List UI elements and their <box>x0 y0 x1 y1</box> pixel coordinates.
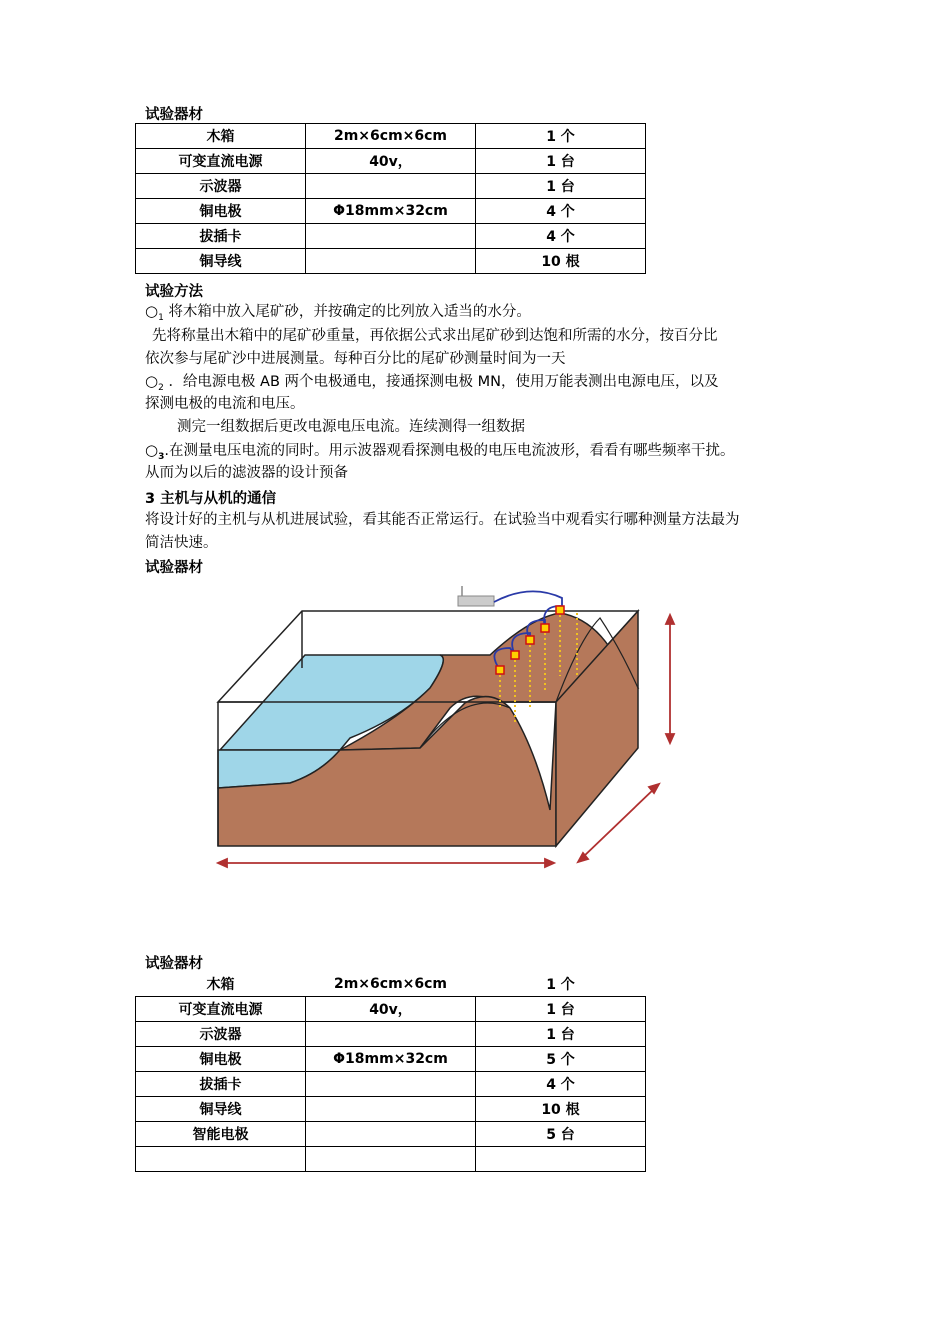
comm-text-2: 简洁快速。 <box>145 535 218 551</box>
equipment-table-2 <box>135 972 646 1172</box>
spec-cell <box>306 1147 476 1172</box>
item-cell: 铜导线 <box>136 249 306 274</box>
qty-cell: 10 根 <box>476 249 646 274</box>
tailings-box-diagram <box>200 578 700 878</box>
qty-cell: 1 台 <box>476 174 646 199</box>
equipment-table-1 <box>135 123 646 274</box>
qty-cell: 10 根 <box>476 1097 646 1122</box>
spec-cell <box>306 224 476 249</box>
step2-text-2: 探测电极的电流和电压。 <box>145 396 305 412</box>
step3-marker: ○ <box>145 441 159 459</box>
spec-cell <box>306 249 476 274</box>
spec-cell: 40v， <box>306 997 476 1022</box>
step1-detail-1: 先将称量出木箱中的尾矿砂重量，再依据公式求出尾矿砂到达饱和所需的水分，按百分比 <box>152 328 718 344</box>
table-row <box>136 249 646 274</box>
spec-cell: 2m×6cm×6cm <box>306 124 476 149</box>
spec-cell: 40v， <box>306 149 476 174</box>
spec-cell <box>306 1022 476 1047</box>
table-row <box>136 174 646 199</box>
qty-cell <box>476 1147 646 1172</box>
table-row <box>136 149 646 174</box>
item-cell: 木箱 <box>136 972 306 997</box>
step2-sub: 2 <box>158 382 164 393</box>
section2-heading: 试验器材 <box>145 956 203 972</box>
spec-cell <box>306 1072 476 1097</box>
section1-heading: 试验器材 <box>145 107 203 123</box>
table-row <box>136 1147 646 1172</box>
qty-cell: 4 个 <box>476 224 646 249</box>
item-cell: 示波器 <box>136 1022 306 1047</box>
step1-text: 将木箱中放入尾矿砂，并按确定的比列放入适当的水分。 <box>168 304 531 320</box>
step3-sub: 3 <box>158 451 165 462</box>
qty-cell: 1 个 <box>476 972 646 997</box>
item-cell: 可变直流电源 <box>136 149 306 174</box>
step2-marker: ○ <box>145 372 159 390</box>
item-cell: 铜电极 <box>136 199 306 224</box>
item-cell: 可变直流电源 <box>136 997 306 1022</box>
qty-cell: 1 个 <box>476 124 646 149</box>
step2-text-1: ．给电源电极 AB 两个电极通电，接通探测电极 MN，使用万能表测出电源电压，以及 <box>168 374 719 390</box>
qty-cell: 5 台 <box>476 1122 646 1147</box>
table-row <box>136 124 646 149</box>
table-row <box>136 972 646 997</box>
qty-cell: 4 个 <box>476 199 646 224</box>
item-cell: 木箱 <box>136 124 306 149</box>
table-row <box>136 1022 646 1047</box>
method-heading: 试验方法 <box>145 284 203 300</box>
item-cell: 铜电极 <box>136 1047 306 1072</box>
qty-cell: 5 个 <box>476 1047 646 1072</box>
qty-cell: 1 台 <box>476 149 646 174</box>
spec-cell <box>306 174 476 199</box>
table-row <box>136 997 646 1022</box>
item-cell: 铜导线 <box>136 1097 306 1122</box>
spec-cell: 2m×6cm×6cm <box>306 972 476 997</box>
item-cell: 拔插卡 <box>136 224 306 249</box>
item-cell <box>136 1147 306 1172</box>
step1-sub: 1 <box>158 312 164 323</box>
instrument-device <box>458 596 494 606</box>
spec-cell: Φ18mm×32cm <box>306 1047 476 1072</box>
comm-heading2: 试验器材 <box>145 560 203 576</box>
table-row <box>136 1072 646 1097</box>
step3-text-2: 从而为以后的滤波器的设计预备 <box>145 465 348 481</box>
comm-text-1: 将设计好的主机与从机进展试验，看其能否正常运行。在试验当中观看实行哪种测量方法最为 <box>145 512 740 528</box>
qty-cell: 1 台 <box>476 997 646 1022</box>
table-row <box>136 1097 646 1122</box>
qty-cell: 1 台 <box>476 1022 646 1047</box>
step2-detail: 测完一组数据后更改电源电压电流。连续测得一组数据 <box>177 419 525 435</box>
step1-detail-2: 依次参与尾矿沙中进展测量。每种百分比的尾矿砂测量时间为一天 <box>145 351 566 367</box>
table-row <box>136 199 646 224</box>
table-row <box>136 1047 646 1072</box>
comm-heading: 3 主机与从机的通信 <box>145 491 277 507</box>
spec-cell <box>306 1097 476 1122</box>
table-row <box>136 1122 646 1147</box>
table-row <box>136 224 646 249</box>
item-cell: 拔插卡 <box>136 1072 306 1097</box>
qty-cell: 4 个 <box>476 1072 646 1097</box>
step3-text-1: .在测量电压电流的同时。用示波器观看探测电极的电压电流波形，看看有哪些频率干扰。 <box>164 443 735 459</box>
item-cell: 智能电极 <box>136 1122 306 1147</box>
spec-cell <box>306 1122 476 1147</box>
step1-marker: ○ <box>145 302 159 320</box>
item-cell: 示波器 <box>136 174 306 199</box>
spec-cell: Φ18mm×32cm <box>306 199 476 224</box>
